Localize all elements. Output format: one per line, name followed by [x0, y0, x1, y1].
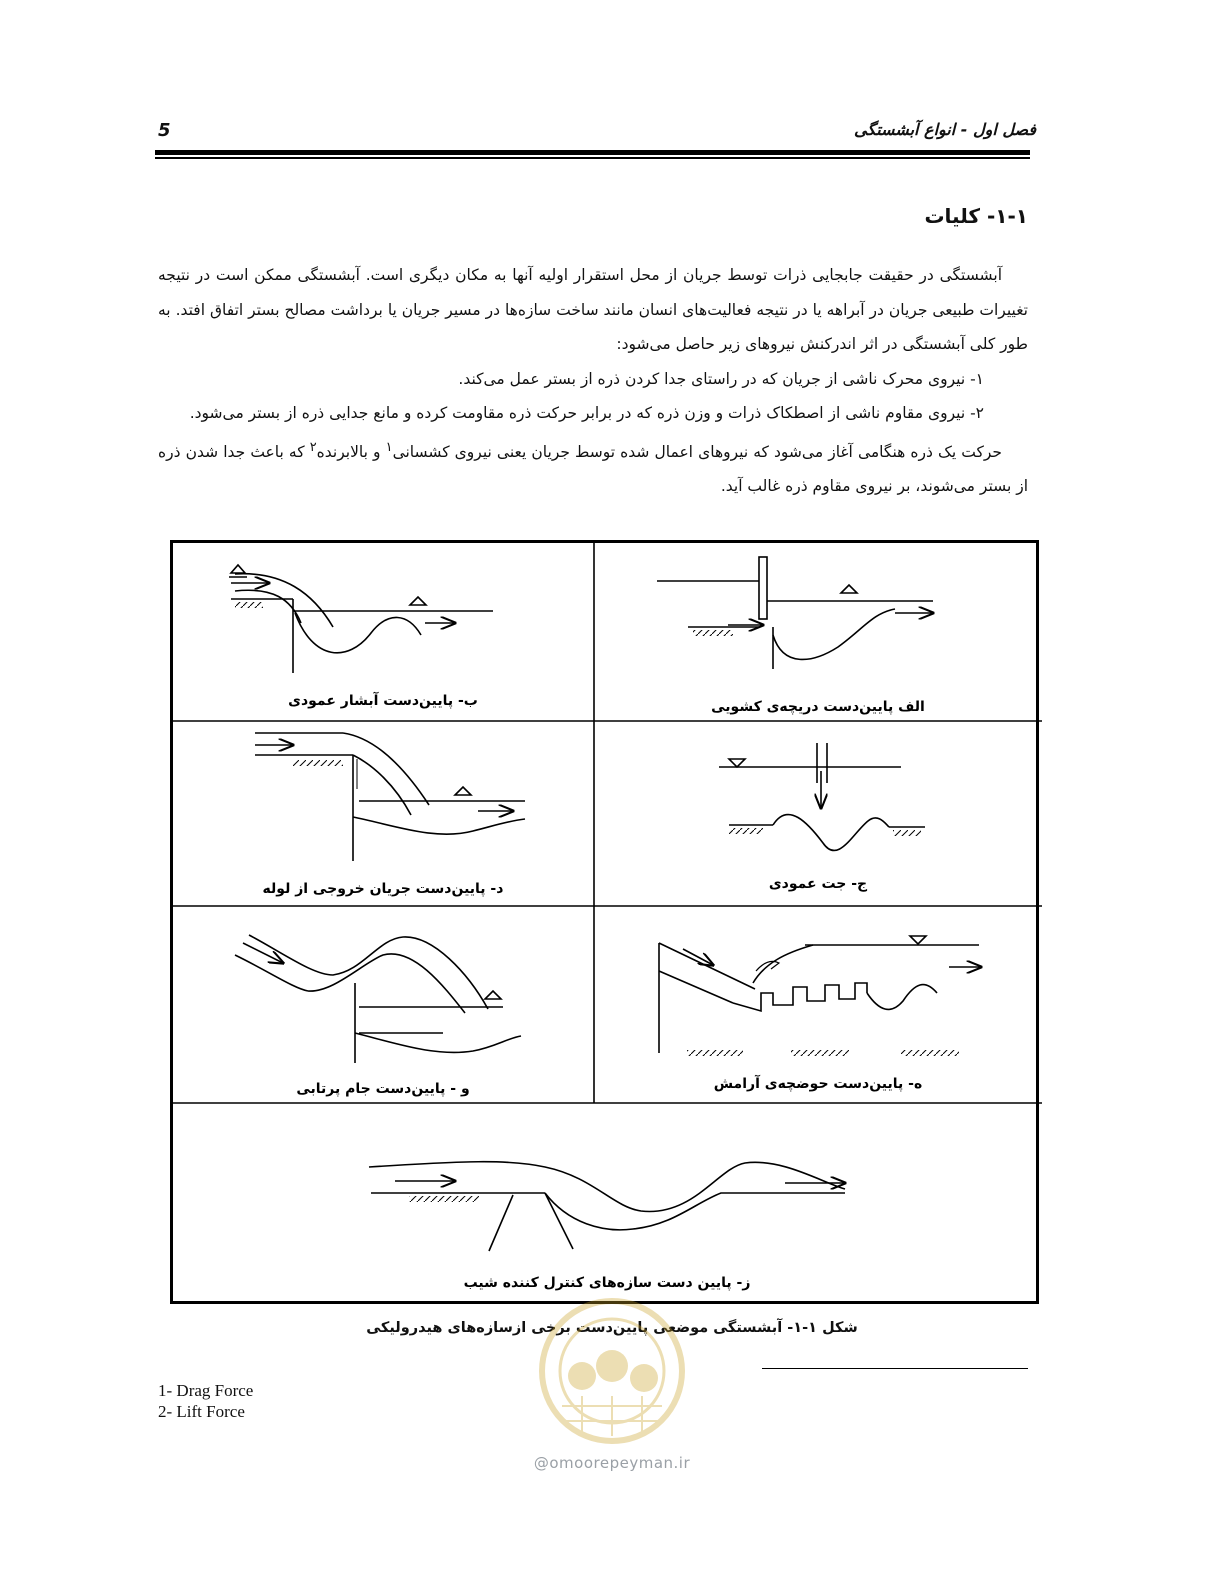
diagram-vertical-jet	[719, 743, 925, 851]
diagram-grade-control	[369, 1162, 845, 1251]
chapter-title: فصل اول - انواع آبشستگی	[854, 120, 1036, 139]
diagram-stilling-basin	[659, 936, 981, 1053]
figure-table	[170, 540, 1039, 1304]
panel-label-dal: د- پایین‌دست جریان خروجی از لوله	[262, 881, 504, 897]
footnote-rule	[762, 1368, 1028, 1369]
panel-label-vav: و - پایین‌دست جام پرتابی	[296, 1081, 470, 1097]
section-heading: ۱-۱- کلیات	[924, 204, 1028, 228]
panel-label-alef: الف پایین‌دست دریچه‌ی کشویی	[711, 699, 925, 715]
header-rule-thin	[155, 157, 1030, 159]
body-text	[158, 258, 1028, 504]
diagram-ski-jump	[235, 935, 521, 1063]
paragraph-motion-part1: حرکت یک ذره هنگامی آغاز می‌شود که نیروهای اعمال شده توسط جریان یعنی نیروی کشسانی	[392, 442, 1003, 461]
figure-caption: شکل ۱-۱- آبشستگی موضعی پایین‌دست برخی ازسازه‌های هیدرولیکی	[366, 1320, 858, 1336]
diagram-vertical-drop	[229, 565, 493, 673]
panel-label-be: ب- پایین‌دست آبشار عمودی	[288, 693, 478, 709]
diagram-pipe-outlet	[255, 733, 525, 861]
panel-label-he: ه- پایین‌دست حوضچه‌ی آرامش	[713, 1076, 923, 1092]
footnote-ref-2: ۲	[309, 439, 317, 455]
panel-label-jim: ج- جت عمودی	[768, 876, 868, 892]
list-item-resisting-force: ۲- نیروی مقاوم ناشی از اصطکاک ذرات و وزن ذره که در برابر حرکت ذره مقاومت کرده و مانع جدایی ذره از بستر می‌شود.	[189, 404, 984, 422]
paragraph-motion-part3: که باعث جدا شدن ذره از بستر می‌شوند، بر نیروی مقاوم ذره غالب آید.	[158, 442, 1028, 496]
figure-diagrams	[173, 543, 1042, 1307]
diagram-sluice-gate	[657, 557, 933, 669]
footnote-1: 1- Drag Force	[158, 1381, 254, 1400]
paragraph-motion-part2: و بالابرنده	[316, 442, 386, 461]
panel-label-ze: ز- پایین دست سازه‌های کنترل کننده شیب	[463, 1275, 751, 1291]
list-item-driving-force: ۱- نیروی محرک ناشی از جریان که در راستای جدا کردن ذره از بستر عمل می‌کند.	[458, 369, 984, 388]
footnote-2: 2- Lift Force	[158, 1402, 245, 1421]
watermark-logo	[502, 1296, 722, 1446]
watermark-url: @omoorepeyman.ir	[533, 1454, 691, 1472]
paragraph-intro: آبشستگی در حقیقت جابجایی ذرات توسط جریان از محل استقرار اولیه آنها به مکان دیگری است. آبشستگی ممکن است در نتیجه تغییرات طبیعی جریان در آبراهه یا در نتیجه فعالیت‌های انسان مانند ساخت سازه‌ها در مسیر جریان یا برداشت مصالح بستر اتفاق افتد. به طور کلی آبشستگی در اثر اندرکنش نیروهای زیر حاصل می‌شود:	[158, 266, 1028, 353]
header-rule-thick	[155, 150, 1030, 155]
footnote-ref-1: ۱	[385, 439, 393, 455]
page-number: 5	[158, 120, 171, 141]
paragraph-motion	[158, 431, 1028, 504]
